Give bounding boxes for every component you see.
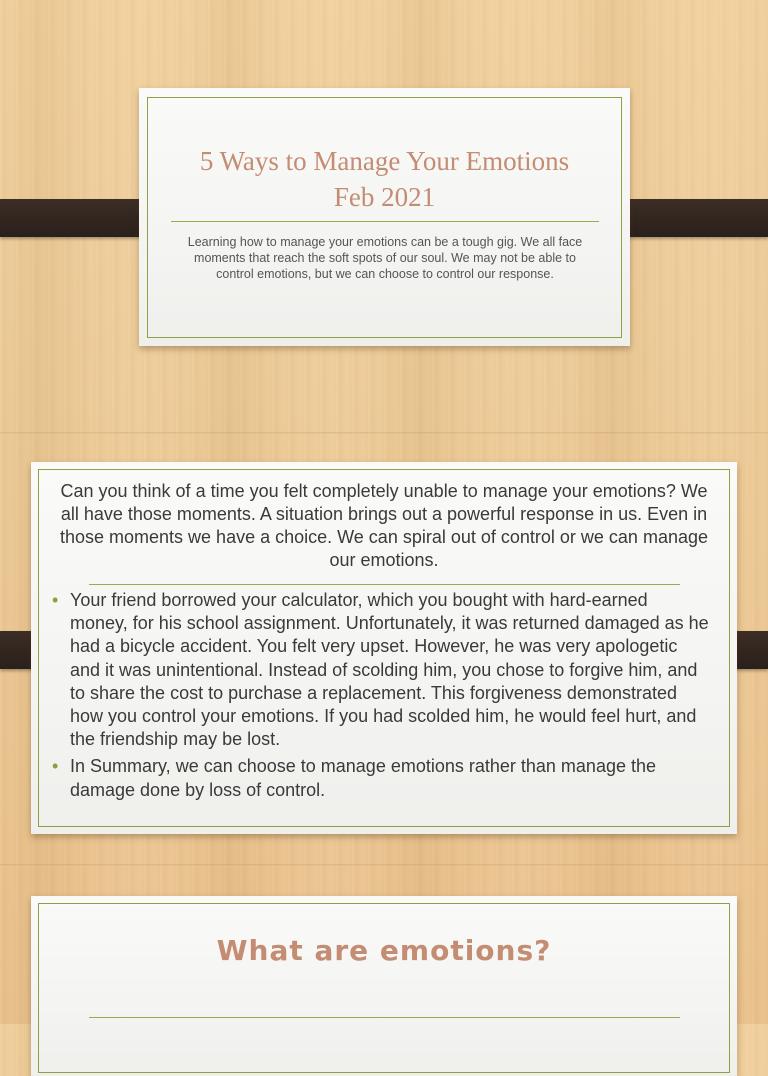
title-card: [31, 896, 737, 1076]
title-divider: [171, 221, 599, 222]
slide-title-line-1: 5 Ways to Manage Your Emotions: [199, 146, 570, 176]
content-divider: [89, 584, 680, 585]
slide-title-line-2: Feb 2021: [333, 182, 436, 212]
title-divider: [89, 1017, 680, 1018]
intro-paragraph: Can you think of a time you felt completely unable to manage your emotions? We all have those moments. A situation brings out a powerful response in us. Even in those moments we have a choice. We can spiral out of control or we can manage our emotions.: [59, 481, 708, 570]
bullet-icon: •: [52, 756, 59, 777]
bullet-text: In Summary, we can choose to manage emotions rather than manage the damage done by loss of control.: [70, 756, 656, 800]
strap-right: [613, 199, 768, 237]
content-card: [31, 462, 737, 834]
bullet-list: [49, 589, 709, 806]
slide-2: [0, 432, 768, 864]
strap-left: [0, 199, 156, 237]
slide-3: [0, 864, 768, 1024]
bullet-text: Your friend borrowed your calculator, which you bought with hard-earned money, for his school assignment. Unfortunately, it was returned damaged as he had a bicycle accident. You felt very upset. However, he was very apologetic and it was unintentional. Instead of scolding him, you chose to forgive him, and to share the cost to purchase a replacement. This forgiveness demonstrated how you control your emotions. If you had scolded him, he would feel hurt, and the friendship may be lost.: [70, 590, 709, 750]
card-border: [38, 903, 730, 1073]
list-item: [49, 755, 709, 801]
slide-subtitle: Learning how to manage your emotions can be a tough gig. We all face moments that reach the soft spots of our soul. We may not be able to control emotions, but we can choose to control our response.: [187, 235, 583, 281]
slide-1: [0, 0, 768, 432]
title-card: [139, 88, 630, 346]
bullet-icon: •: [52, 590, 59, 610]
slide-title: What are emotions?: [216, 934, 552, 967]
card-border: [147, 97, 622, 338]
list-item: [49, 589, 709, 751]
